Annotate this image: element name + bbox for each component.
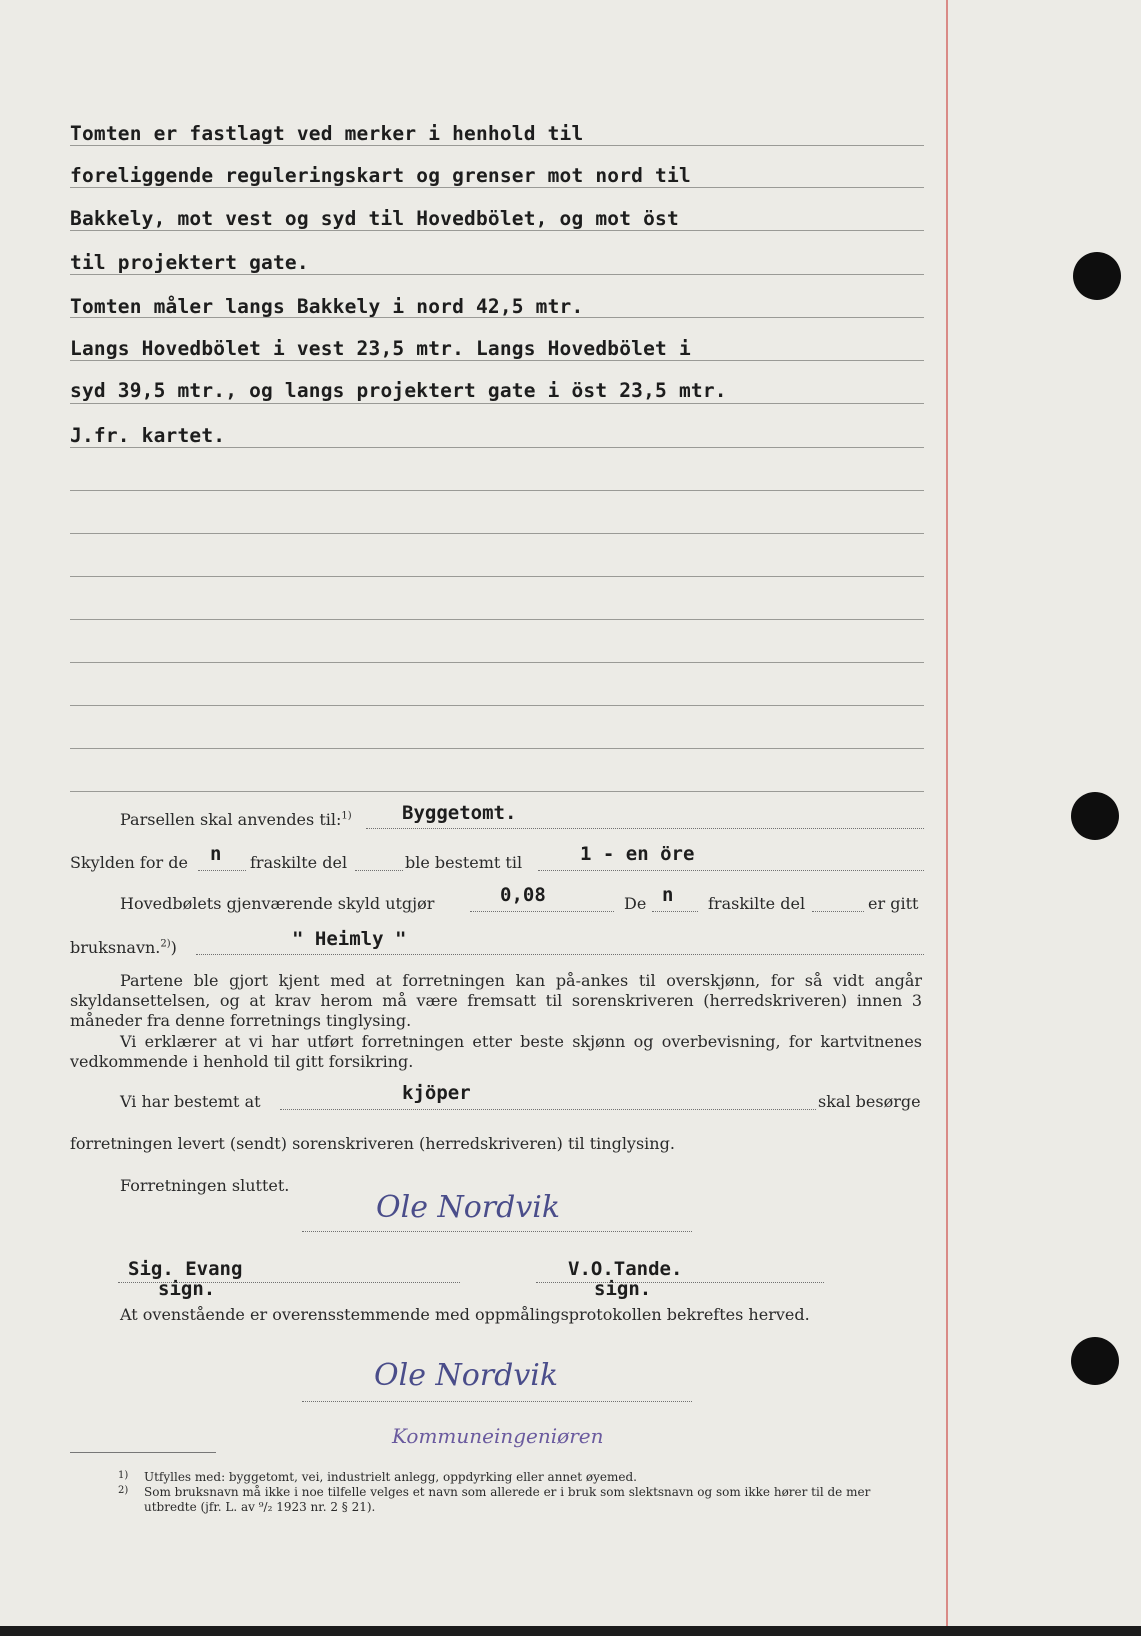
ruled-line	[70, 274, 924, 275]
footnote-number-2: 2)	[118, 1485, 129, 1496]
typed-line: Bakkely, mot vest og syd til Hovedbölet, og mot öst	[70, 207, 679, 230]
typed-line: J.fr. kartet.	[70, 424, 226, 447]
typed-line: syd 39,5 mtr., og langs projektert gate i öst 23,5 mtr.	[70, 379, 727, 402]
bruk-sup: 2)	[160, 938, 171, 950]
ruled-line	[70, 145, 924, 146]
use-value: Byggetomt.	[402, 802, 517, 824]
ruled-line	[70, 447, 924, 448]
levert-text: forretningen levert (sendt) sorenskriveren (herredskriveren) til tinglysing.	[70, 1134, 675, 1153]
signature-line	[302, 1230, 692, 1232]
skyld-label-b: fraskilte del	[250, 853, 348, 872]
bruk-label: bruksnavn.$^{2)}$)	[70, 938, 177, 957]
footnote-number-1: 1)	[118, 1470, 129, 1481]
footnote-1: Utfylles med: byggetomt, vei, industrielt anlegg, oppdyrking eller annet øyemed.	[144, 1470, 637, 1484]
hoved-end-line	[812, 910, 864, 912]
witness-left-name: Sig. Evang	[128, 1258, 243, 1280]
ruled-line	[70, 230, 924, 231]
use-sup: 1)	[341, 810, 352, 822]
skyld-field-line	[538, 869, 924, 871]
declaration-paragraph: Vi erklærer at vi har utført forretningen etter beste skjønn og overbevisning, for kartvitnenes vedkommende i henhold til gitt forsikring.	[70, 1032, 922, 1071]
hoved-label-c: fraskilte del	[708, 894, 806, 913]
witness-left-line	[118, 1281, 460, 1283]
hoved-value: 0,08	[500, 884, 546, 906]
margin-rule	[946, 0, 948, 1626]
hoved-label-d: er gitt	[868, 894, 919, 913]
skyld-value: 1 - en öre	[580, 843, 695, 865]
use-label: Parsellen skal anvendes til:$^{1)}$	[120, 810, 352, 829]
witness-right-sign: sign.	[594, 1278, 652, 1300]
hoved-label-a: Hovedbølets gjenværende skyld utgjør	[120, 894, 435, 913]
signature-ole-nordvik: Ole Nordvik	[376, 1190, 561, 1225]
ruled-line	[70, 619, 924, 620]
witness-right-name: V.O.Tande.	[568, 1258, 683, 1280]
punch-hole	[1071, 792, 1119, 840]
bruk-field-line	[196, 953, 924, 955]
skyld-mid-line	[355, 869, 403, 871]
sluttet-text: Forretningen sluttet.	[120, 1176, 290, 1195]
confirmation-text: At ovenstående er overensstemmende med oppmålingsprotokollen bekreftes herved.	[120, 1305, 810, 1324]
witness-left-sign: sign.	[158, 1278, 216, 1300]
skyld-n1: n	[210, 843, 222, 865]
signature-ole-nordvik-2: Ole Nordvik	[374, 1358, 559, 1393]
bestemt-label-b: skal besørge	[818, 1092, 921, 1111]
bestemt-label-a: Vi har bestemt at	[120, 1092, 261, 1111]
bruk-value: " Heimly "	[292, 928, 407, 950]
hoved-n2: n	[662, 884, 674, 906]
witness-right-line	[536, 1281, 824, 1283]
ruled-line	[70, 533, 924, 534]
hoved-n2-line	[652, 910, 698, 912]
ruled-line	[70, 662, 924, 663]
kommuneingenior-stamp: Kommuneingeniøren	[392, 1424, 604, 1448]
typed-line: Tomten er fastlagt ved merker i henhold til	[70, 122, 584, 145]
typed-line: Tomten måler langs Bakkely i nord 42,5 mtr.	[70, 295, 584, 318]
skyld-label-a: Skylden for de	[70, 853, 188, 872]
ruled-line	[70, 576, 924, 577]
ruled-line	[70, 791, 924, 792]
footnote-2: Som bruksnavn må ikke i noe tilfelle velges et navn som allerede er i bruk som slektsnavn og som ikke hører til de mer utbredte (jfr. L. av ⁹/₂ 1923 nr. 2 § 21).	[144, 1485, 871, 1514]
use-field-line	[366, 827, 924, 829]
typed-line: foreliggende reguleringskart og grenser mot nord til	[70, 164, 691, 187]
ruled-line	[70, 360, 924, 361]
ruled-line	[70, 187, 924, 188]
footnote-rule	[70, 1452, 216, 1453]
signature-line-2	[302, 1400, 692, 1402]
skyld-n1-line	[198, 869, 246, 871]
typed-line: Langs Hovedbölet i vest 23,5 mtr. Langs Hovedbölet i	[70, 337, 691, 360]
typed-line: til projektert gate.	[70, 251, 309, 274]
punch-hole	[1073, 252, 1121, 300]
skyld-label-c: ble bestemt til	[405, 853, 523, 872]
ruled-line	[70, 705, 924, 706]
bestemt-field-line	[280, 1108, 816, 1110]
appeal-paragraph: Partene ble gjort kjent med at forretningen kan på-ankes til overskjønn, for så vidt angår skyldansettelsen, og at krav herom må være fremsatt til sorenskriveren (herredskriveren) innen 3 måneder fra denne forretnings tinglysing.	[70, 971, 922, 1030]
punch-hole	[1071, 1337, 1119, 1385]
hoved-field-line	[470, 910, 614, 912]
ruled-line	[70, 490, 924, 491]
ruled-line	[70, 748, 924, 749]
bestemt-value: kjöper	[402, 1082, 471, 1104]
hoved-label-b: De	[624, 894, 647, 913]
ruled-line	[70, 403, 924, 404]
